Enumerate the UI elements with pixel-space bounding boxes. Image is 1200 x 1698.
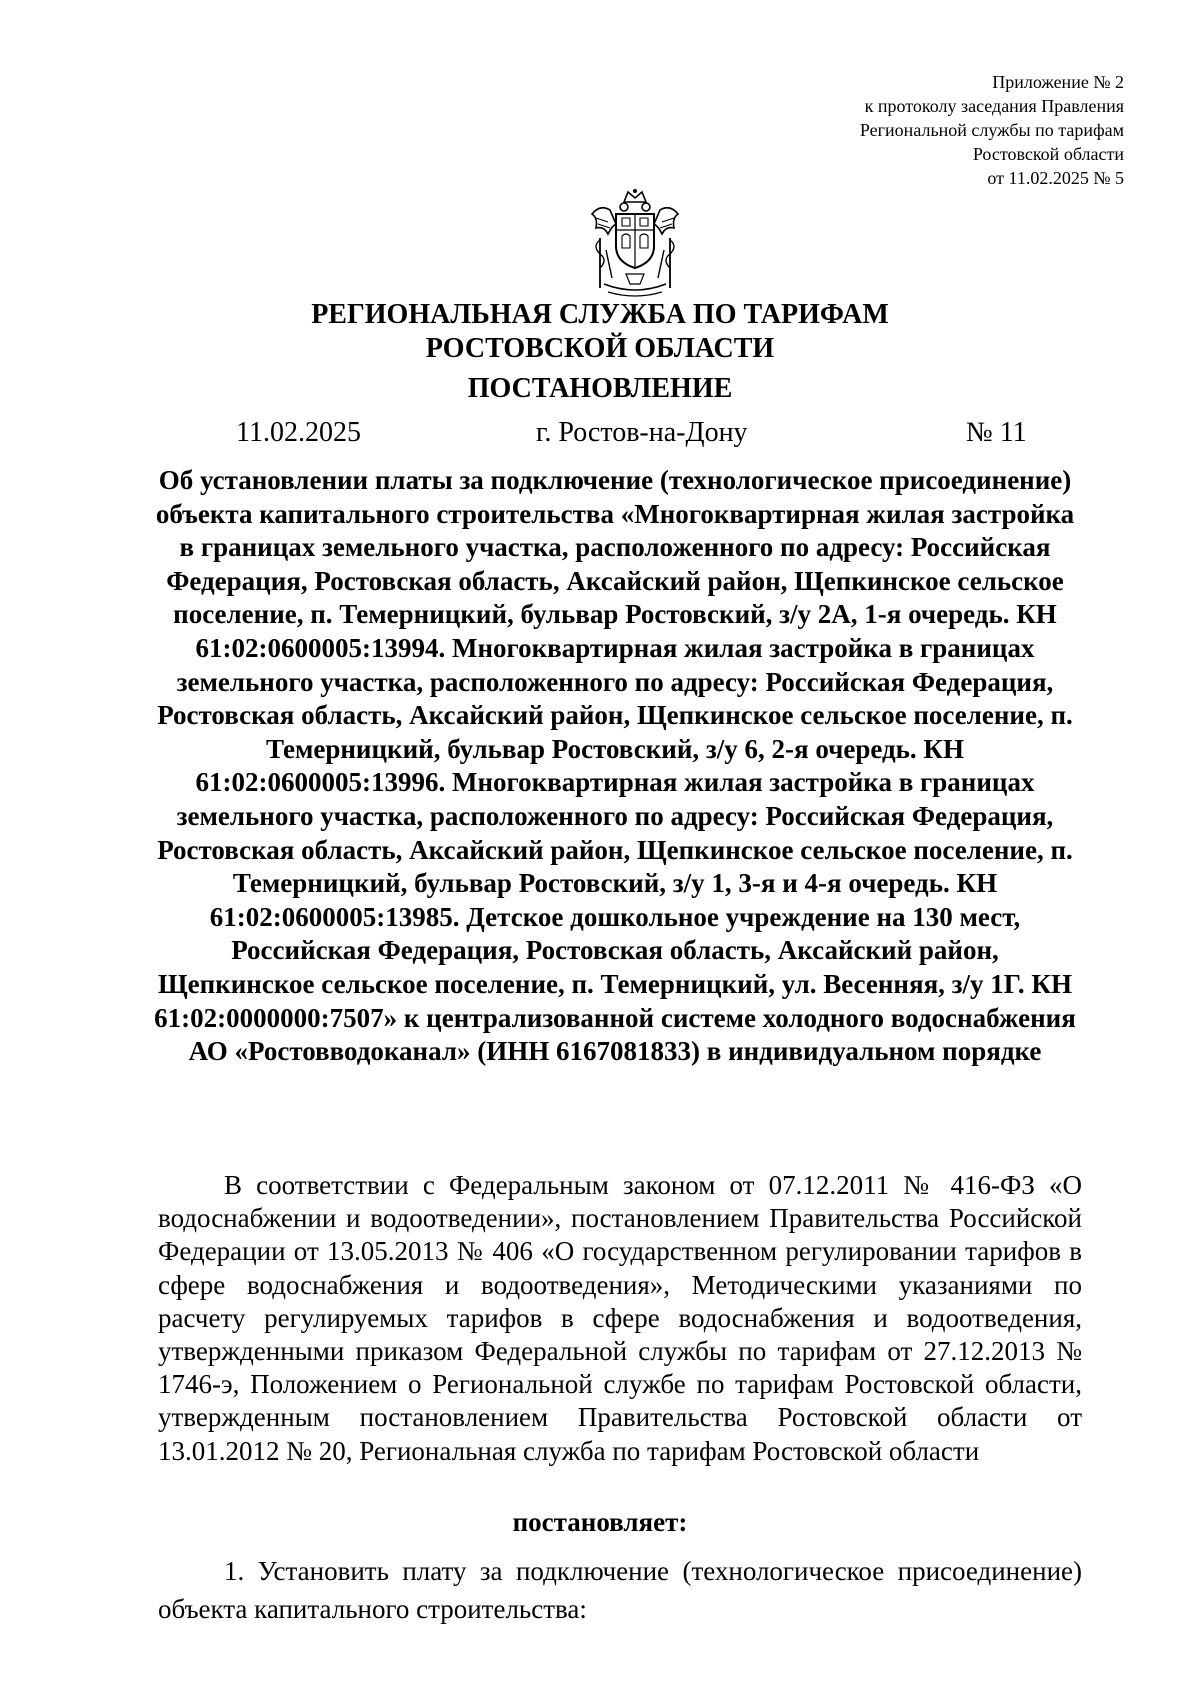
appendix-line: Приложение № 2 [992, 72, 1124, 92]
appendix-line: от 11.02.2025 № 5 [987, 168, 1124, 188]
document-type: ПОСТАНОВЛЕНИЕ [467, 373, 733, 404]
document-city: г. Ростов-на-Дону [536, 417, 748, 448]
document-date: 11.02.2025 [236, 417, 361, 448]
clause-1: 1. Установить плату за подключение (технологическое присоединение) объекта капитального строительства: [158, 1556, 1082, 1624]
appendix-line: к протоколу заседания Правления [864, 96, 1124, 116]
document-subject: Об установлении платы за подключение (технологическое присоединение) объекта капитального строительства «Многоквартирная жилая застройка в границах земельного участка, расположенного по адресу: Российская Федерация, Ростовская область, Аксайский район, Щепкинское сельское поселение, п. Темерницкий, бульвар Ростовский, з/у 2А, 1-я очередь. КН 61:02:0600005:13994. Многоквартирная жилая застройка в границах земельного участка, расположенного по адресу: Российская Федерация, Ростовская область, Аксайский район, Щепкинское сельское поселение, п. Темерницкий, бульвар Ростовский, з/у 6, 2-я очередь. КН 61:02:0600005:13996. Многоквартирная жилая застройка в границах земельного участка, расположенного по адресу: Российская Федерация, Ростовская область, Аксайский район, Щепкинское сельское поселение, п. Темерницкий, бульвар Ростовский, з/у 1, 3-я и 4-я очередь. КН 61:02:0600005:13985. Детское дошкольное учреждение на 130 мест, Российская Федерация, Ростовская область, Аксайский район, Щепкинское сельское поселение, п. Темерницкий, ул. Весенняя, з/у 1Г. КН 61:02:0000000:7507» к централизованной системе холодного водоснабжения АО «Ростовводоканал» (ИНН 6167081833) в индивидуальном порядке [154, 465, 1076, 1067]
org-title-line: РЕГИОНАЛЬНАЯ СЛУЖБА ПО ТАРИФАМ [311, 299, 889, 330]
appendix-line: Ростовской области [972, 144, 1124, 164]
appendix-line: Региональной службы по тарифам [859, 120, 1124, 140]
org-title-line: РОСТОВСКОЙ ОБЛАСТИ [425, 333, 775, 364]
document-meta [0, 416, 1200, 450]
coat-of-arms-icon [586, 188, 684, 300]
resolves-heading: постановляет: [512, 1507, 688, 1537]
organization-title [0, 298, 1200, 366]
preamble-paragraph: В соответствии с Федеральным законом от 07.12.2011 № 416-ФЗ «О водоснабжении и водоотведении», постановлением Правительства Российской Федерации от 13.05.2013 № 406 «О государственном регулировании тарифов в сфере водоснабжения и водоотведения», Методическими указаниями по расчету регулируемых тарифов в сфере водоснабжения и водоотведения, утвержденными приказом Федеральной службы по тарифам от 27.12.2013 № 1746-э, Положением о Региональной службе по тарифам Ростовской области, утвержденным постановлением Правительства Ростовской области от 13.01.2012 № 20, Региональная служба по тарифам Ростовской области [158, 1170, 1082, 1466]
appendix-note [704, 70, 1124, 190]
document-number: № 11 [966, 417, 1027, 448]
